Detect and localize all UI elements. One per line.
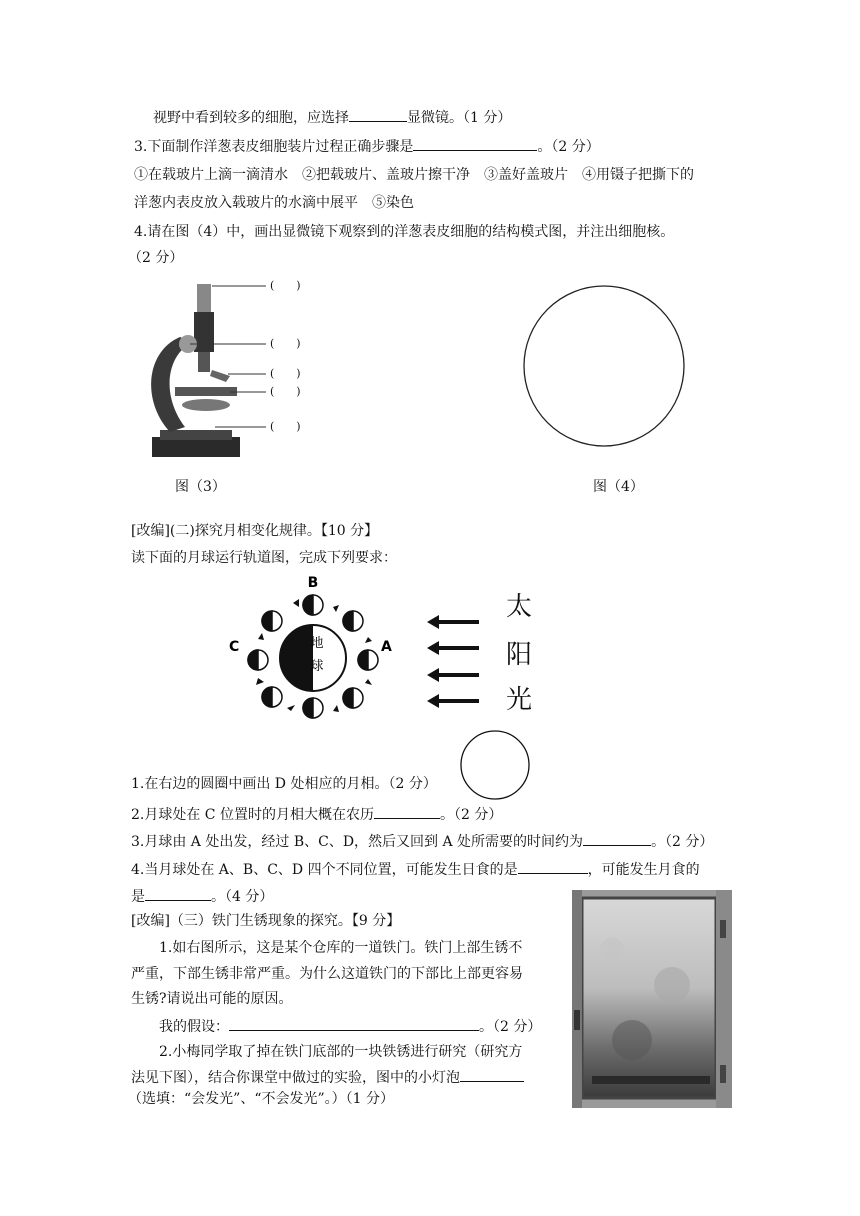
answer-blank[interactable] (349, 107, 407, 122)
sunlight-label-2: 阳 (506, 640, 533, 670)
part2-question-3: 3.月球由 A 处出发，经过 B、C、D，然后又回到 A 处所需要的时间约为 。（2 分） (131, 831, 713, 852)
position-c-label: C (229, 639, 240, 655)
text-line: 视野中看到较多的细胞，应选择 显微镜。（1 分） (153, 107, 511, 128)
part3-q1-line1: 1.如右图所示，这是某个仓库的一道铁门。铁门上部生锈不 (159, 940, 523, 956)
question-3: 3.下面制作洋葱表皮细胞装片过程正确步骤是 。（2 分） (134, 136, 600, 157)
moon-phase-circle[interactable] (460, 730, 532, 802)
question-4-score: （2 分） (128, 250, 184, 266)
sunlight-arrows (425, 610, 485, 710)
position-a-label: A (381, 639, 392, 655)
drawing-circle[interactable] (520, 284, 690, 449)
hypothesis-line: 我的假设： 。（2 分） (159, 1016, 541, 1037)
part3-q2-line1: 2.小梅同学取了掉在铁门底部的一块铁锈进行研究（研究方 (159, 1044, 523, 1060)
part3-q1-line2: 严重，下部生锈非常严重。为什么这道铁门的下部比上部更容易 (131, 966, 523, 982)
sunlight-label-1: 太 (506, 592, 533, 622)
answer-blank[interactable] (374, 804, 440, 819)
fig3-caption: 图（3） (175, 479, 226, 495)
answer-blank[interactable] (413, 136, 537, 151)
steps-line-1: ①在载玻片上滴一滴清水 ②把载玻片、盖玻片擦干净 ③盖好盖玻片 ④用镊子把撕下的 (134, 167, 694, 183)
section-3-title: [改编]（三）铁门生锈现象的探究。【9 分】 (131, 913, 401, 929)
sunlight-label-3: 光 (506, 685, 533, 715)
hypothesis-blank[interactable] (229, 1016, 479, 1031)
part2-question-2: 2.月球处在 C 位置时的月相大概在农历 。（2 分） (131, 804, 502, 825)
answer-blank[interactable] (583, 831, 651, 846)
part3-q1-line3: 生锈?请说出可能的原因。 (131, 991, 293, 1007)
answer-blank[interactable] (518, 859, 588, 874)
part3-q2-line3: （选填：“会发光”、“不会发光”。）（1 分） (128, 1091, 394, 1107)
section-2-intro: 读下面的月球运行轨道图，完成下列要求： (131, 550, 397, 566)
label-slot[interactable]: ( ) (270, 385, 301, 398)
steps-line-2: 洋葱内表皮放入载玻片的水滴中展平 ⑤染色 (134, 195, 414, 211)
earth-label-2: 球 (310, 659, 324, 674)
rusty-door-photo (572, 890, 732, 1108)
label-slot[interactable]: ( ) (270, 279, 301, 292)
position-b-label: B (307, 575, 319, 591)
answer-blank[interactable] (460, 1067, 524, 1082)
section-2-title: [改编](二)探究月相变化规律。【10 分】 (131, 523, 379, 539)
part2-question-4: 4.当月球处在 A、B、C、D 四个不同位置，可能发生日食的是 ，可能发生月食的 (131, 859, 700, 880)
moon-orbit-diagram (225, 575, 395, 720)
earth-label-1: 地 (310, 636, 324, 651)
label-slot[interactable]: ( ) (270, 420, 301, 433)
part2-question-1: 1.在右边的圆圈中画出 D 处相应的月相。（2 分） (131, 776, 437, 792)
question-4: 4.请在图（4）中，画出显微镜下观察到的洋葱表皮细胞的结构模式图，并注出细胞核。 (134, 224, 675, 240)
fig4-caption: 图（4） (593, 479, 644, 495)
part2-question-4-cont: 是 。（4 分） (131, 886, 273, 907)
label-slot[interactable]: ( ) (270, 337, 301, 350)
microscope-figure (140, 272, 340, 462)
part3-q2-line2: 法见下图），结合你课堂中做过的实验，图中的小灯泡 (131, 1067, 524, 1088)
label-slot[interactable]: ( ) (270, 367, 301, 380)
answer-blank[interactable] (145, 886, 211, 901)
